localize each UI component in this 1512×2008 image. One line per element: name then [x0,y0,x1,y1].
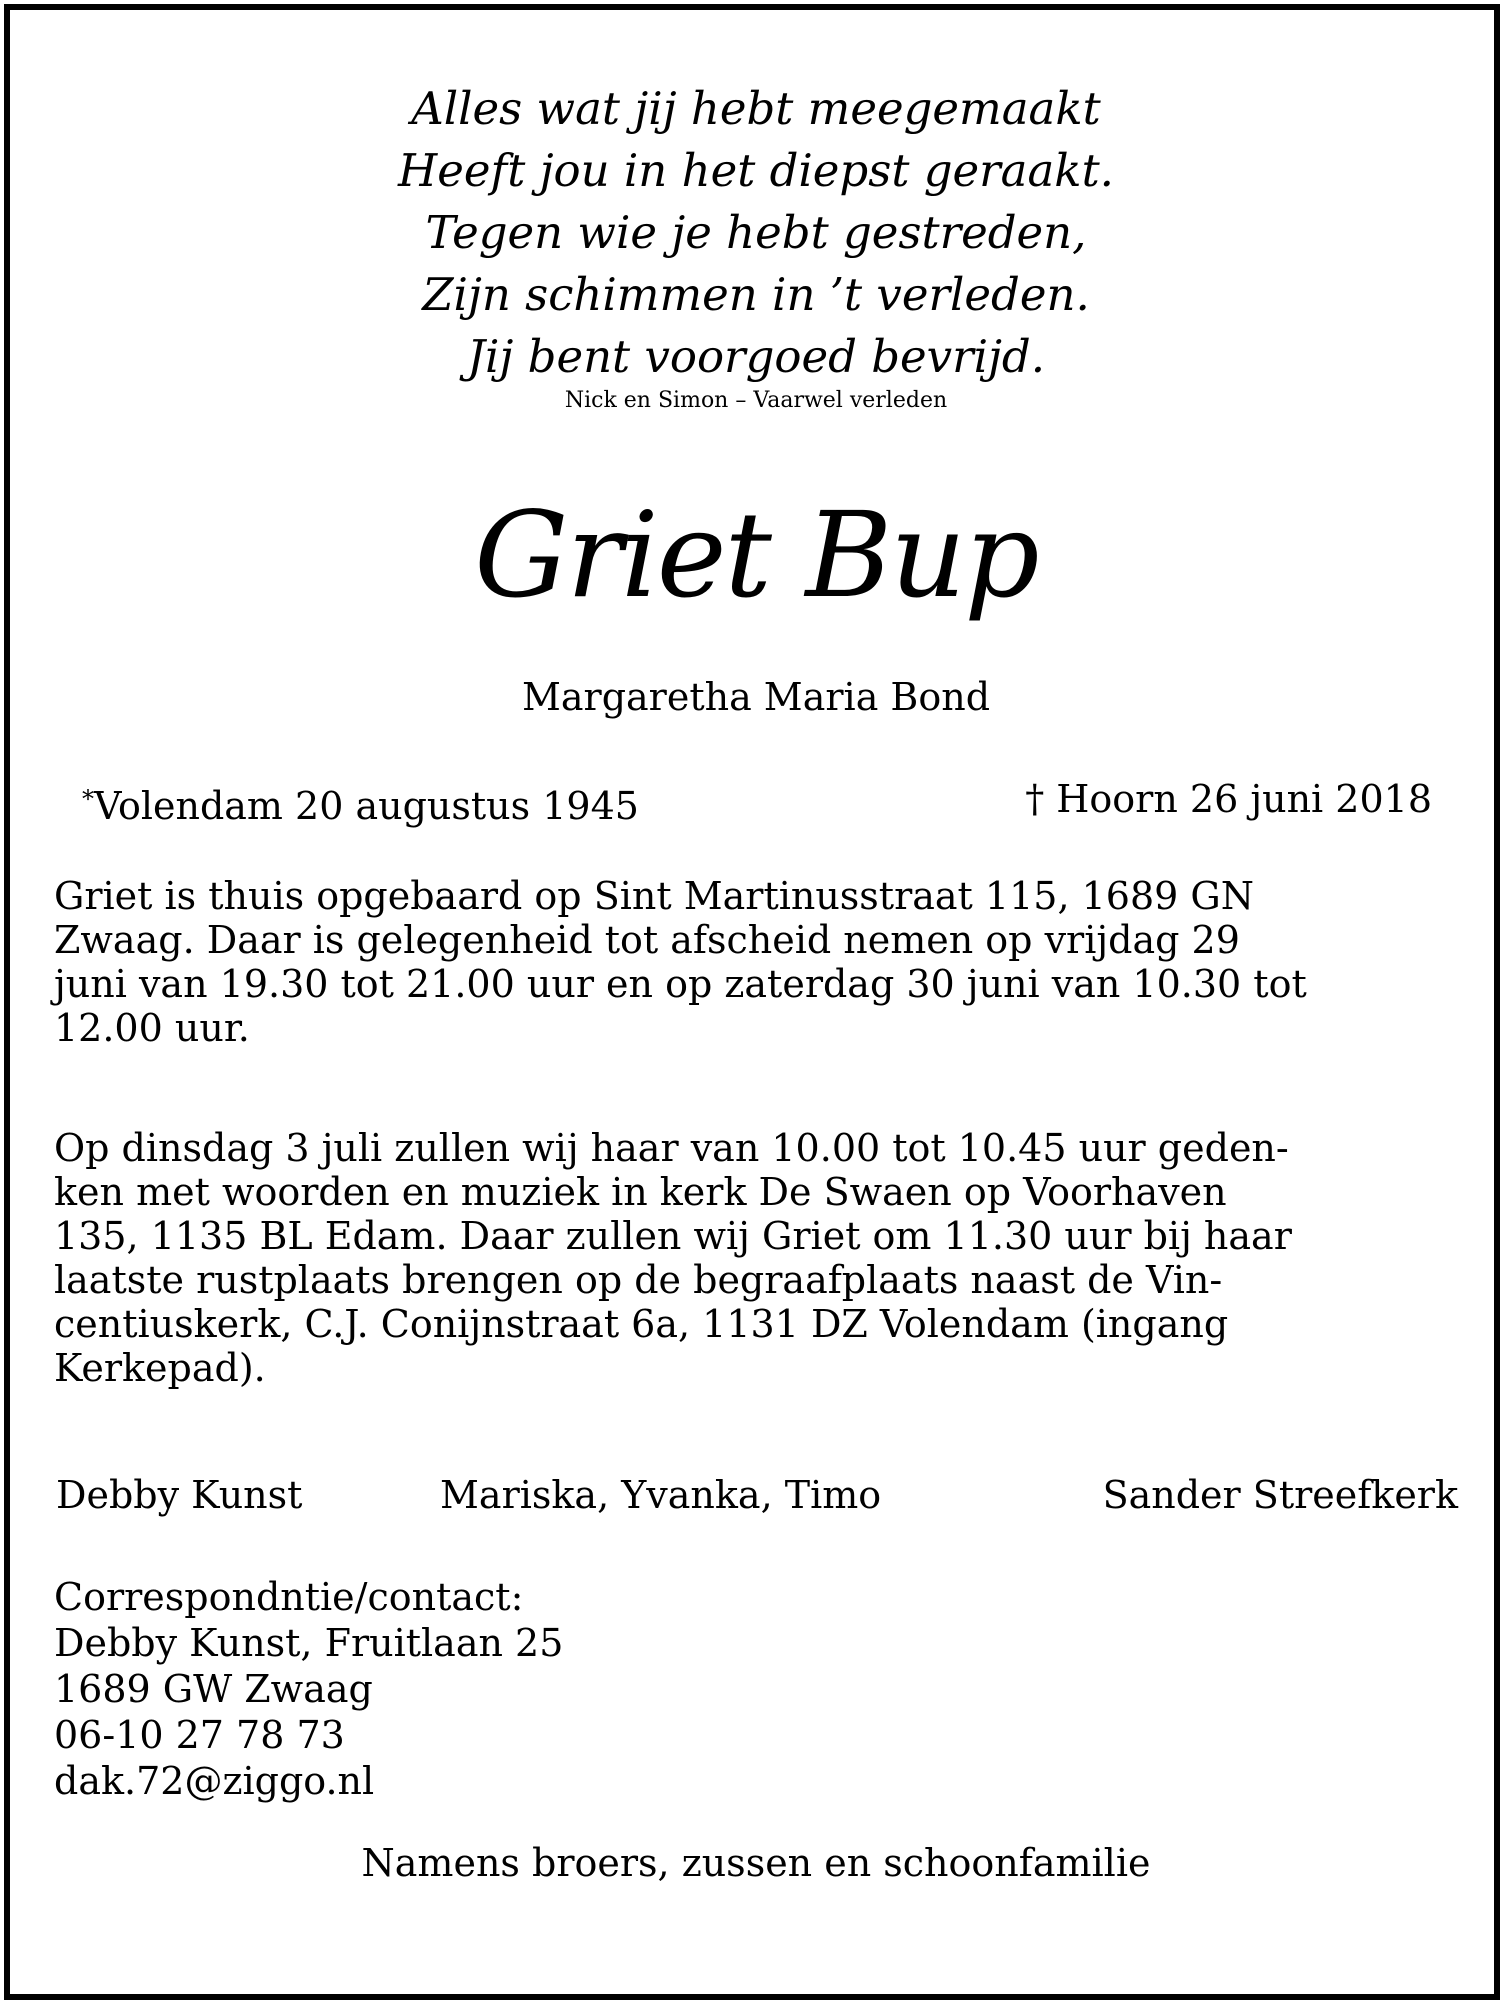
signers [54,1470,1458,1520]
contact-phone: 06-10 27 78 73 [54,1713,345,1757]
birth-info [82,774,639,831]
paragraph-line: centiuskerk, C.J. Conijnstraat 6a, 1131 DZ Volendam (ingang [54,1302,1229,1346]
paragraph-line: ken met woorden en muziek in kerk De Swaen op Voorhaven [54,1170,1227,1214]
death-info: † Hoorn 26 juni 2018 [1025,777,1432,821]
service-paragraph [54,1126,1458,1390]
poem-line: Tegen wie je hebt gestreden, [425,206,1087,259]
paragraph-line: laatste rustplaats brengen op de begraafplaats naast de Vin- [54,1258,1223,1302]
viewing-paragraph [54,874,1458,1050]
paragraph-line: Griet is thuis opgebaard op Sint Martinusstraat 115, 1689 GN [54,874,1254,918]
poem-line: Alles wat jij hebt meegemaakt [411,82,1101,135]
contact-heading: Correspondntie/contact: [54,1575,524,1619]
contact-block [54,1574,563,1804]
signer-name: Mariska, Yvanka, Timo [440,1473,882,1517]
poem-line: Heeft jou in het diepst geraakt. [398,144,1114,197]
paragraph-line: Op dinsdag 3 juli zullen wij haar van 10.00 tot 10.45 uur geden- [54,1126,1289,1170]
paragraph-line: 135, 1135 BL Edam. Daar zullen wij Griet om 11.30 uur bij haar [54,1214,1292,1258]
closing-line: Namens broers, zussen en schoonfamilie [361,1841,1151,1885]
deceased-display-name: Griet Bup [474,486,1038,624]
poem-line: Zijn schimmen in ’t verleden. [422,268,1090,321]
paragraph-line: juni van 19.30 tot 21.00 uur en op zaterdag 30 juni van 10.30 tot [54,962,1307,1006]
birth-place-date: Volendam 20 augustus 1945 [94,784,639,828]
deceased-full-name: Margaretha Maria Bond [521,675,991,719]
contact-email: dak.72@ziggo.nl [54,1759,375,1803]
signer-name: Sander Streefkerk [1102,1473,1458,1517]
poem-line: Jij bent voorgoed bevrijd. [466,330,1046,383]
poem-attribution: Nick en Simon – Vaarwel verleden [564,388,948,413]
birth-star-icon: * [82,785,94,813]
paragraph-line: 12.00 uur. [54,1006,250,1050]
paragraph-line: Zwaag. Daar is gelegenheid tot afscheid nemen op vrijdag 29 [54,918,1240,962]
signer-name: Debby Kunst [56,1473,303,1517]
contact-postcode-city: 1689 GW Zwaag [54,1667,373,1711]
contact-name-address: Debby Kunst, Fruitlaan 25 [54,1621,564,1665]
poem [0,78,1512,388]
paragraph-line: Kerkepad). [54,1346,266,1390]
